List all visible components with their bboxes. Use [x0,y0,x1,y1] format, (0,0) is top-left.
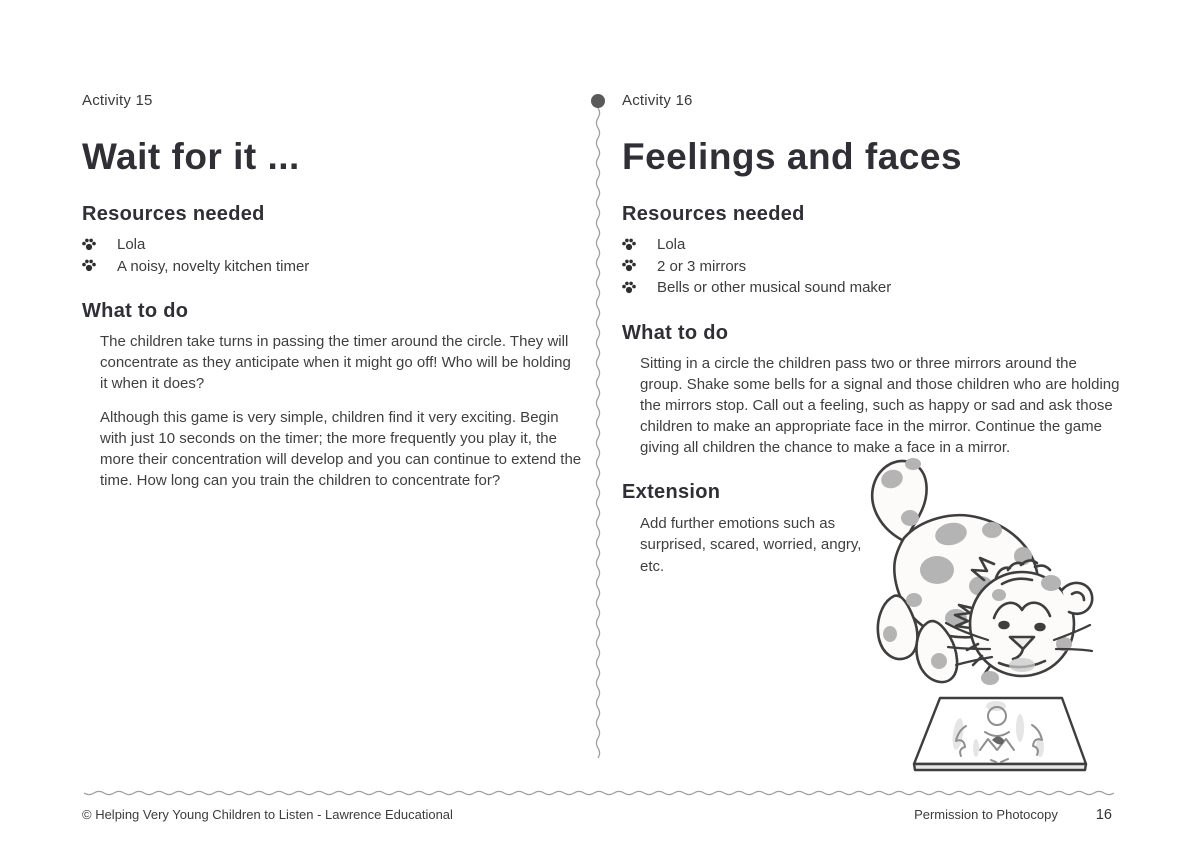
resource-text: Bells or other musical sound maker [657,279,892,296]
copyright-text: © Helping Very Young Children to Listen - Lawrence Educational [82,807,453,822]
resource-text: Lola [117,236,146,253]
extension-heading: Extension [622,480,721,503]
activity-16-panel [622,90,1122,577]
photocopy-permission-text: Permission to Photocopy [914,807,1058,822]
paw-print-icon [622,259,636,273]
list-item [622,256,1122,278]
resource-text: 2 or 3 mirrors [657,257,747,275]
activity-label: Activity 15 [82,92,153,109]
activity-title: Wait for it ... [82,136,300,177]
list-item [82,256,582,278]
resource-text: Lola [657,236,686,253]
footer-right-group [914,806,1112,824]
what-to-do-heading: What to do [622,321,729,344]
resource-text: A noisy, novelty kitchen timer [117,257,310,275]
paragraph: Although this game is very simple, children find it very exciting. Begin with just 10 seconds on the timer; the more frequently you play it, the more their concentration will develop and you can continue to extend the time. How long can you train the children to concentrate for? [100,409,582,489]
resources-heading: Resources needed [622,203,805,225]
wavy-column-divider [592,108,604,758]
resources-heading: Resources needed [82,203,265,225]
what-to-do-heading: What to do [82,300,189,322]
leopard-mirror-illustration [850,448,1102,775]
resources-list [82,234,582,277]
paw-print-icon [622,281,636,295]
activity-label: Activity 16 [622,92,693,109]
wavy-footer-rule [84,788,1118,798]
activity-15-panel [82,90,582,504]
list-item [622,277,1122,299]
list-item [622,234,1122,256]
paw-print-icon [82,238,96,252]
activity-title: Feelings and faces [622,136,963,177]
resources-list [622,234,1122,299]
page-number: 16 [1095,807,1112,823]
paw-print-icon [82,259,96,273]
extension-paragraph: Add further emotions such as surprised, scared, worried, angry, etc. [640,514,862,575]
paragraph: The children take turns in passing the timer around the circle. They will concentrate as they anticipate when it might go off! Who will be holding it when it does? [100,333,571,392]
list-item [82,234,582,256]
paragraph: Sitting in a circle the children pass two or three mirrors around the group. Shake some bells for a signal and those children who are holding the mirrors stop. Call out a feeling, such as happy or sad and ask those children to make an appropriate face in the mirror. Continue the game giving all children the chance to make a face in a mirror. [640,354,1120,456]
paw-print-icon [622,238,636,252]
divider-dot [591,94,605,108]
